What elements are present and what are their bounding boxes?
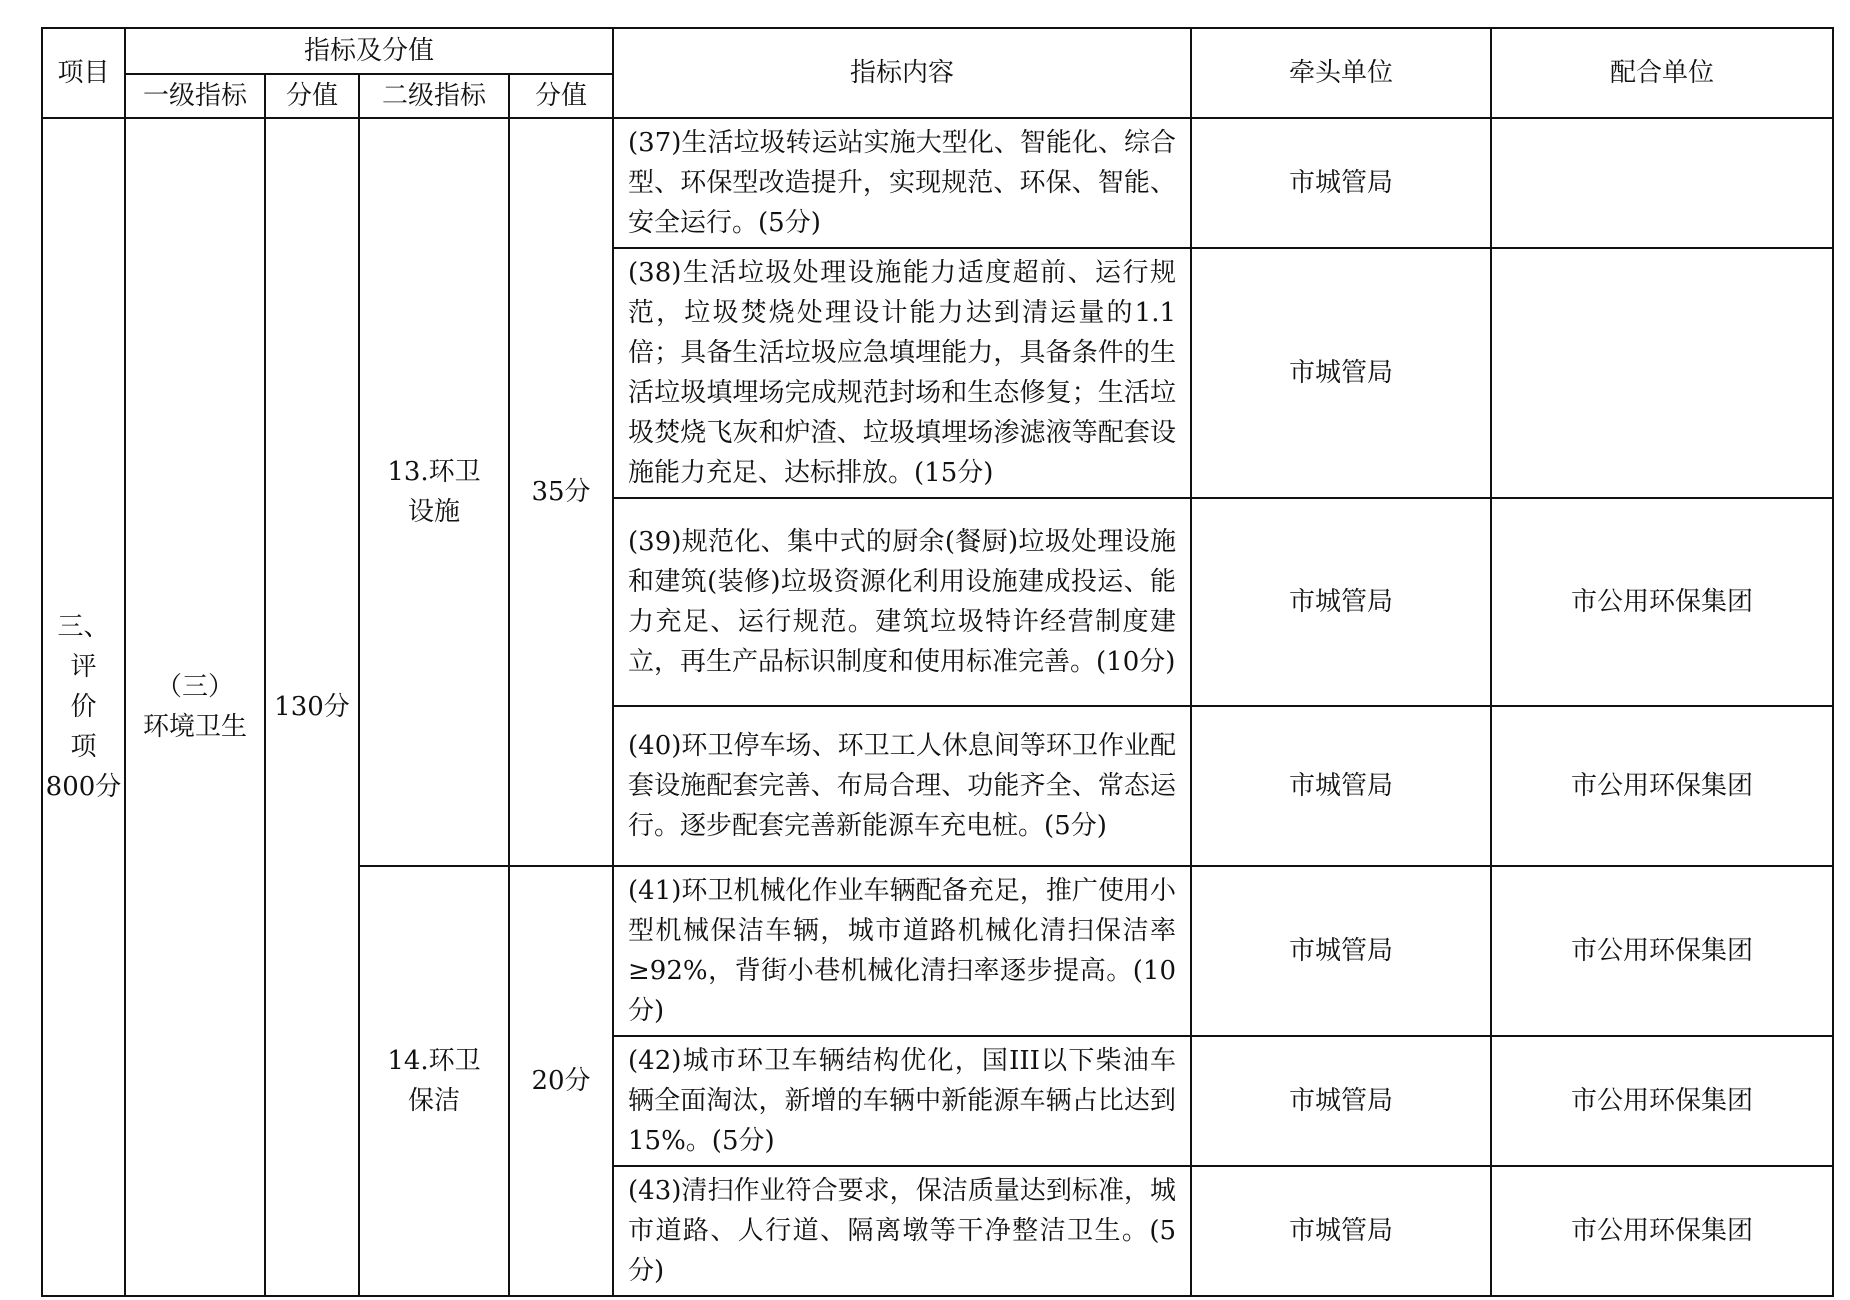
level2-line: 设施 [407,497,460,527]
level2-line: 保洁 [407,1086,460,1116]
table-row [42,118,1833,248]
level1-score: 130分 [265,118,359,1296]
header-project: 项目 [42,28,125,118]
level1-line: （三） [155,672,234,702]
indicator-content: (43)清扫作业符合要求，保洁质量达到标准，城市道路、人行道、隔离墩等干净整洁卫生。(5分) [613,1166,1191,1296]
support-unit: 市公用环保集团 [1491,706,1833,866]
header-content: 指标内容 [613,28,1191,118]
lead-unit: 市城管局 [1191,1036,1491,1166]
indicator-content: (42)城市环卫车辆结构优化，国III以下柴油车辆全面淘汰，新增的车辆中新能源车辆占比达到15%。(5分) [613,1036,1191,1166]
project-line: 评 [70,652,97,682]
indicator-content: (37)生活垃圾转运站实施大型化、智能化、综合型、环保型改造提升，实现规范、环保、智能、安全运行。(5分) [613,118,1191,248]
project-line: 项 [70,732,97,762]
level2-score-facilities: 35分 [509,118,613,866]
support-unit: 市公用环保集团 [1491,866,1833,1036]
level2-cell-facilities [359,118,509,866]
project-line: 三、 [57,612,110,642]
header-score1: 分值 [265,74,359,118]
level2-score-cleaning: 20分 [509,866,613,1296]
header-level2: 二级指标 [359,74,509,118]
lead-unit: 市城管局 [1191,1166,1491,1296]
indicator-content: (40)环卫停车场、环卫工人休息间等环卫作业配套设施配套完善、布局合理、功能齐全、常态运行。逐步配套完善新能源车充电桩。(5分) [613,706,1191,866]
header-score2: 分值 [509,74,613,118]
support-unit: 市公用环保集团 [1491,1166,1833,1296]
level1-cell [125,118,265,1296]
project-line: 800分 [45,772,122,802]
lead-unit: 市城管局 [1191,706,1491,866]
header-indicators-and-scores: 指标及分值 [125,28,613,74]
support-unit: 市公用环保集团 [1491,1036,1833,1166]
project-line: 价 [70,692,97,722]
indicator-content: (39)规范化、集中式的厨余(餐厨)垃圾处理设施和建筑(装修)垃圾资源化利用设施建成投运、能力充足、运行规范。建筑垃圾特许经营制度建立，再生产品标识制度和使用标准完善。(10分) [613,498,1191,706]
level2-line: 14.环卫 [387,1046,481,1076]
lead-unit: 市城管局 [1191,248,1491,498]
project-cell [42,118,125,1296]
support-unit [1491,118,1833,248]
header-lead-unit: 牵头单位 [1191,28,1491,118]
lead-unit: 市城管局 [1191,866,1491,1036]
indicator-table [41,27,1834,1297]
level2-cell-cleaning [359,866,509,1296]
indicator-content: (41)环卫机械化作业车辆配备充足，推广使用小型机械保洁车辆，城市道路机械化清扫保洁率≥92%，背街小巷机械化清扫率逐步提高。(10分) [613,866,1191,1036]
indicator-content: (38)生活垃圾处理设施能力适度超前、运行规范，垃圾焚烧处理设计能力达到清运量的1.1倍；具备生活垃圾应急填埋能力，具备条件的生活垃圾填埋场完成规范封场和生态修复；生活垃圾焚烧飞灰和炉渣、垃圾填埋场渗滤液等配套设施能力充足、达标排放。(15分) [613,248,1191,498]
lead-unit: 市城管局 [1191,498,1491,706]
lead-unit: 市城管局 [1191,118,1491,248]
level1-line: 环境卫生 [142,712,247,742]
level2-line: 13.环卫 [387,457,481,487]
support-unit [1491,248,1833,498]
support-unit: 市公用环保集团 [1491,498,1833,706]
header-level1: 一级指标 [125,74,265,118]
header-support-unit: 配合单位 [1491,28,1833,118]
